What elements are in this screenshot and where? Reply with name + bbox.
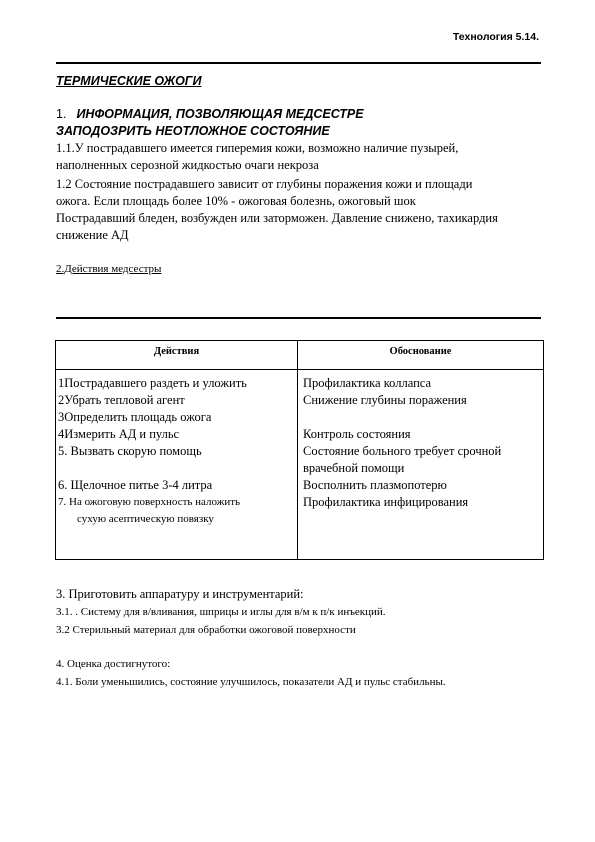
- page-title: ТЕРМИЧЕСКИЕ ОЖОГИ: [56, 74, 202, 88]
- section1-number: 1.: [56, 107, 67, 121]
- section2-heading: 2.Действия медсестры: [56, 263, 162, 275]
- action-item: 5. Вызвать скорую помощь: [58, 444, 202, 458]
- section1-line: Пострадавший бледен, возбужден или заторможен. Давление снижено, тахикардия: [56, 211, 498, 225]
- action-item: 1Пострадавшего раздеть и уложить: [58, 376, 247, 390]
- table-header-actions: Действия: [153, 346, 200, 357]
- action-item: 6. Щелочное питье 3-4 литра: [58, 478, 213, 492]
- top-divider: [56, 62, 541, 64]
- reason-item: Профилактика коллапса: [303, 376, 432, 390]
- table-header-divider: [56, 369, 543, 370]
- section4-item: 4.1. Боли уменьшились, состояние улучшилось, показатели АД и пульс стабильны.: [56, 676, 446, 688]
- action-item: 3Определить площадь ожога: [58, 410, 212, 424]
- section1-line: 1.2 Состояние пострадавшего зависит от глубины поражения кожи и площади: [56, 177, 473, 191]
- action-item: 4Измерить АД и пульс: [58, 427, 180, 441]
- action-item: 2Убрать тепловой агент: [58, 393, 185, 407]
- section1-heading: [56, 106, 364, 140]
- action-item: 7. На ожоговую поверхность наложить: [58, 496, 241, 508]
- table-column-divider: [297, 341, 298, 559]
- table-header-reasons: Обоснование: [389, 346, 452, 357]
- section1-line: снижение АД: [56, 228, 129, 242]
- reason-item: Контроль состояния: [303, 427, 411, 441]
- table-top-divider: [56, 317, 541, 319]
- reason-item: Снижение глубины поражения: [303, 393, 467, 407]
- section3-item: 3.2 Стерильный материал для обработки ожоговой поверхности: [56, 624, 356, 636]
- section4-heading: 4. Оценка достигнутого:: [56, 658, 171, 670]
- section1-line: наполненных серозной жидкостью очаги некроза: [56, 158, 319, 172]
- section1-heading-line2: ЗАПОДОЗРИТЬ НЕОТЛОЖНОЕ СОСТОЯНИЕ: [56, 124, 330, 138]
- section3-heading: 3. Приготовить аппаратуру и инструментарий:: [56, 587, 304, 601]
- action-item-continued: сухую асептическую повязку: [77, 513, 214, 525]
- actions-table: [55, 340, 544, 560]
- section1-heading-line1: ИНФОРМАЦИЯ, ПОЗВОЛЯЮЩАЯ МЕДСЕСТРЕ: [76, 107, 364, 121]
- reason-item: Состояние больного требует срочной: [303, 444, 502, 458]
- reason-item: Восполнить плазмопотерю: [303, 478, 447, 492]
- reason-item: Профилактика инфицирования: [303, 495, 469, 509]
- section1-line: ожога. Если площадь более 10% - ожоговая болезнь, ожоговый шок: [56, 194, 416, 208]
- document-code: Технология 5.14.: [452, 31, 539, 43]
- reason-item-continued: врачебной помощи: [303, 461, 405, 475]
- section3-item: 3.1. . Систему для в/вливания, шприцы и иглы для в/м к п/к инъекций.: [56, 606, 386, 618]
- section1-line: 1.1.У пострадавшего имеется гиперемия кожи, возможно наличие пузырей,: [56, 141, 459, 155]
